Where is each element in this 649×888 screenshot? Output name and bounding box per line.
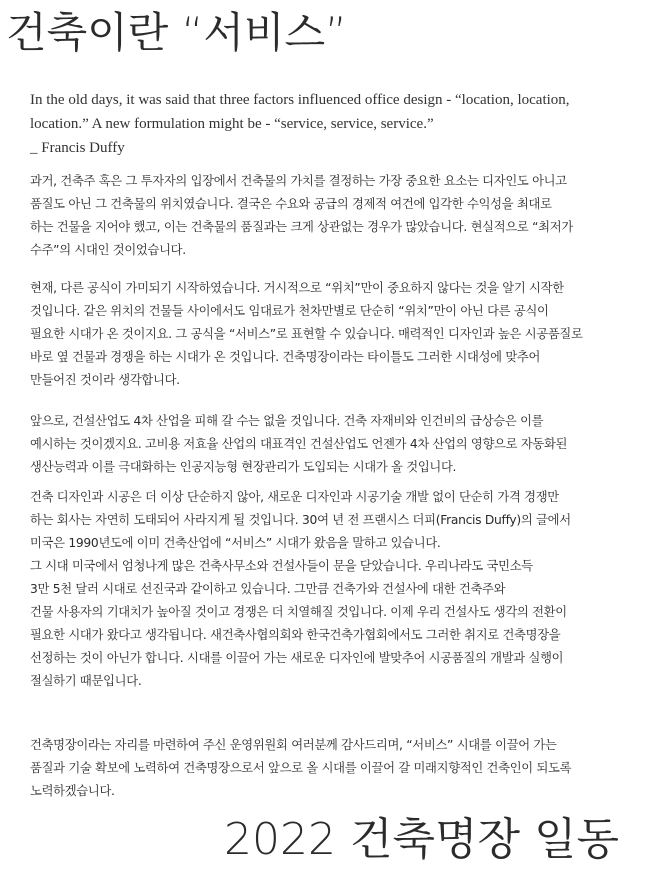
paragraph-design	[30, 486, 642, 693]
paragraph-present	[30, 277, 642, 392]
paragraph-past	[30, 170, 642, 262]
quote-line: In the old days, it was said that three factors influenced office design - “location, location,	[30, 92, 570, 108]
text-line: 미국은 1990년도에 이미 건축산업에 “서비스” 시대가 왔음을 말하고 있습니다.	[30, 536, 441, 550]
text-line: 만들어진 것이라 생각합니다.	[30, 373, 180, 387]
text-line: 것입니다. 같은 위치의 건물들 사이에서도 임대료가 천차만별로 단순히 “위치”만이 아닌 다른 공식이	[30, 304, 549, 318]
signature: 2022 건축명장 일동	[224, 814, 619, 865]
text-line: 앞으로, 건설산업도 4차 산업을 피해 갈 수는 없을 것입니다. 건축 자재비와 인건비의 급상승은 이를	[30, 414, 544, 428]
text-line: 생산능력과 이를 극대화하는 인공지능형 현장관리가 도입되는 시대가 올 것입니다.	[30, 460, 457, 474]
text-line: 절실하기 때문입니다.	[30, 674, 142, 688]
text-line: 예시하는 것이겠지요. 고비용 저효율 산업의 대표격인 건설산업도 언젠가 4차 산업의 영향으로 자동화된	[30, 437, 568, 451]
text-line: 건축명장이라는 자리를 마련하여 주신 운영위원회 여러분께 감사드리며, “서비스” 시대를 이끌어 가는	[30, 738, 557, 752]
text-line: 노력하겠습니다.	[30, 784, 115, 798]
text-line: 품질과 기술 확보에 노력하여 건축명장으로서 앞으로 올 시대를 이끌어 갈 미래지향적인 건축인이 되도록	[30, 761, 572, 775]
text-line: 하는 건물을 지어야 했고, 이는 건축물의 품질과는 크게 상관없는 경우가 많았습니다. 현실적으로 “최저가	[30, 220, 573, 234]
paragraph-closing	[30, 734, 642, 803]
paragraph-future	[30, 410, 642, 479]
text-line: 필요한 시대가 왔다고 생각됩니다. 새건축사협의회와 한국건축가협회에서도 그러한 취지로 건축명장을	[30, 628, 561, 642]
text-line: 필요한 시대가 온 것이지요. 그 공식을 “서비스”로 표현할 수 있습니다. 매력적인 디자인과 높은 시공품질로	[30, 327, 583, 341]
text-line: 하는 회사는 자연히 도태되어 사라지게 될 것입니다. 30여 년 전 프랜시스 더피(Francis Duffy)의 글에서	[30, 513, 571, 527]
epigraph-quote	[30, 88, 640, 160]
text-line: 건물 사용자의 기대치가 높아질 것이고 경쟁은 더 치열해질 것입니다. 이제 우리 건설사도 생각의 전환이	[30, 605, 567, 619]
text-line: 과거, 건축주 혹은 그 투자자의 입장에서 건축물의 가치를 결정하는 가장 중요한 요소는 디자인도 아니고	[30, 174, 567, 188]
text-line: 선정하는 것이 아닌가 합니다. 시대를 이끌어 가는 새로운 디자인에 발맞추어 시공품질의 개발과 실행이	[30, 651, 564, 665]
text-line: 건축 디자인과 시공은 더 이상 단순하지 않아, 새로운 디자인과 시공기술 개발 없이 단순히 가격 경쟁만	[30, 490, 559, 504]
text-line: 품질도 아닌 그 건축물의 위치였습니다. 결국은 수요와 공급의 경제적 여건에 입각한 수익성을 최대로	[30, 197, 552, 211]
text-line: 그 시대 미국에서 엄청나게 많은 건축사무소와 건설사들이 문을 닫았습니다. 우리나라도 국민소득	[30, 559, 533, 573]
quote-author: _ Francis Duffy	[30, 140, 125, 156]
quote-line: location.” A new formulation might be - “service, service, service.”	[30, 116, 434, 132]
text-line: 현재, 다른 공식이 가미되기 시작하였습니다. 거시적으로 “위치”만이 중요하지 않다는 것을 알기 시작한	[30, 281, 564, 295]
page-title: 건축이란 “서비스”	[6, 8, 347, 57]
text-line: 바로 옆 건물과 경쟁을 하는 시대가 온 것입니다. 건축명장이라는 타이틀도 그러한 시대성에 맞추어	[30, 350, 541, 364]
text-line: 3만 5천 달러 시대로 선진국과 같이하고 있습니다. 그만큼 건축가와 건설사에 대한 건축주와	[30, 582, 506, 596]
text-line: 수주”의 시대인 것이었습니다.	[30, 243, 186, 257]
